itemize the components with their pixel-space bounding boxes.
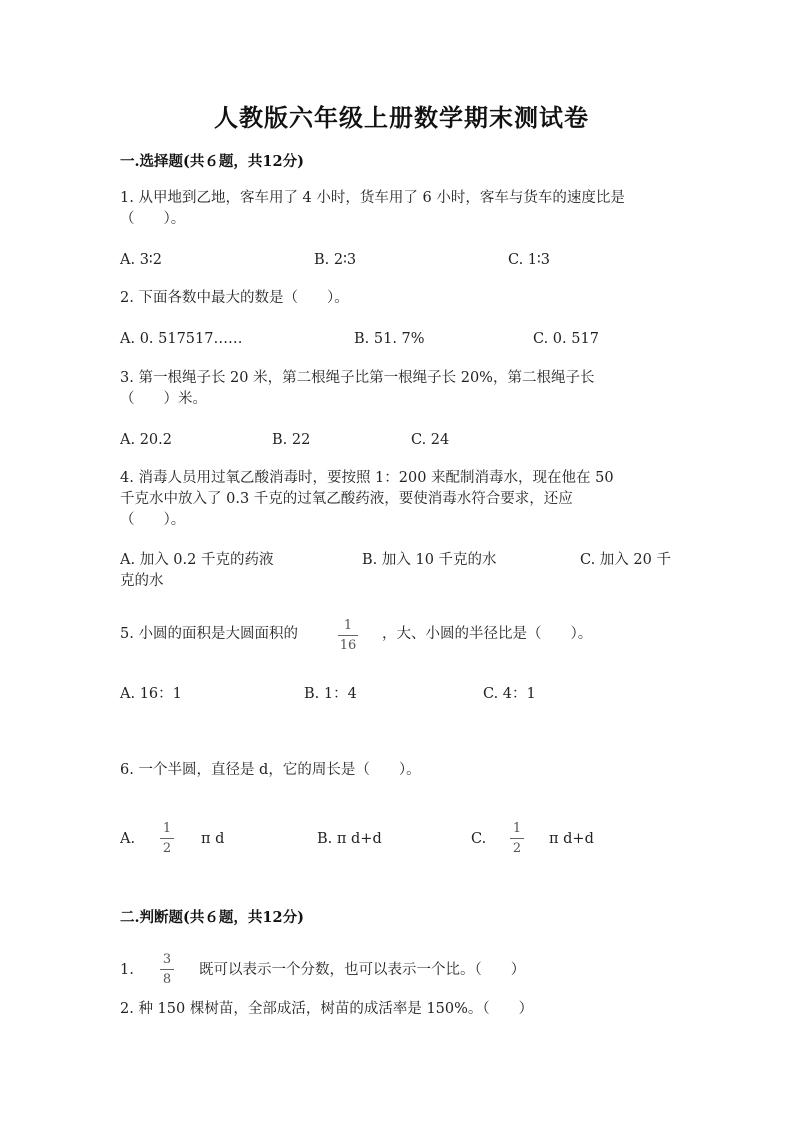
question-2-option-a: A. 0. 517517…… xyxy=(120,331,243,347)
question-6-option-c-label: C. xyxy=(471,831,487,847)
judgment-1-label: 1. xyxy=(120,962,134,978)
fraction-denominator: 16 xyxy=(339,638,357,653)
page-title: 人教版六年级上册数学期末测试卷 xyxy=(214,103,589,132)
question-5-option-b: B. 1：4 xyxy=(304,686,357,702)
question-3-option-c: C. 24 xyxy=(411,432,450,448)
fraction-numerator: 3 xyxy=(162,952,172,967)
question-6-text: 6. 一个半圆，直径是 d，它的周长是（ ）。 xyxy=(120,762,421,778)
fraction-bar xyxy=(338,635,358,636)
fraction-bar xyxy=(510,838,524,839)
question-3-option-a: A. 20.2 xyxy=(120,432,172,448)
question-4-text-cont: 千克水中放入了 0.3 千克的过氧乙酸药液，要使消毒水符合要求，还应 xyxy=(120,491,573,507)
question-1-option-a: A. 3∶2 xyxy=(120,252,162,268)
fraction-denominator: 8 xyxy=(162,972,172,987)
fraction-denominator: 2 xyxy=(162,841,172,856)
question-4-option-c-cont: 克的水 xyxy=(120,573,164,589)
question-4-text: 4. 消毒人员用过氧乙酸消毒时，要按照 1：200 来配制消毒水，现在他在 50 xyxy=(120,470,614,486)
question-1-text-cont: （ ）。 xyxy=(120,211,186,227)
question-2-option-c: C. 0. 517 xyxy=(533,331,599,347)
judgment-2-text: 2. 种 150 棵树苗，全部成活，树苗的成活率是 150%。（ ） xyxy=(120,1001,534,1017)
question-6-option-a-fraction xyxy=(160,821,174,856)
question-4-option-c: C. 加入 20 千 xyxy=(580,552,671,568)
question-5-text-pre: 5. 小圆的面积是大圆面积的 xyxy=(120,626,298,642)
question-6-option-a-tail: π d xyxy=(201,831,225,847)
fraction-numerator: 1 xyxy=(512,821,522,836)
question-6-option-a-label: A. xyxy=(120,831,136,847)
question-6-option-b: B. π d+d xyxy=(317,831,382,847)
fraction-bar xyxy=(160,838,174,839)
question-5-option-c: C. 4：1 xyxy=(483,686,536,702)
question-4-option-a: A. 加入 0.2 千克的药液 xyxy=(120,552,274,568)
question-5-text-post: ，大、小圆的半径比是（ ）。 xyxy=(382,626,593,642)
question-6-option-c-tail: π d+d xyxy=(549,831,594,847)
question-4-option-b: B. 加入 10 千克的水 xyxy=(362,552,497,568)
fraction-numerator: 1 xyxy=(343,618,353,633)
question-3-text-cont: （ ）米。 xyxy=(120,391,207,407)
fraction-numerator: 1 xyxy=(162,821,172,836)
question-5-fraction xyxy=(338,618,358,653)
question-3-text: 3. 第一根绳子长 20 米，第二根绳子比第一根绳子长 20%，第二根绳子长 xyxy=(120,370,595,386)
judgment-1-text: 既可以表示一个分数，也可以表示一个比。（ ） xyxy=(199,962,526,978)
section-heading-choice: 一.选择题(共６题，共12分) xyxy=(120,153,304,170)
question-3-option-b: B. 22 xyxy=(272,432,311,448)
question-1-option-b: B. 2∶3 xyxy=(314,252,357,268)
question-4-text-cont2: （ ）。 xyxy=(120,512,186,528)
judgment-1-fraction xyxy=(160,952,174,987)
question-1-option-c: C. 1∶3 xyxy=(508,252,551,268)
question-2-option-b: B. 51. 7% xyxy=(354,331,425,347)
fraction-bar xyxy=(160,969,174,970)
section-heading-judgment: 二.判断题(共６题，共12分) xyxy=(120,909,304,926)
question-5-option-a: A. 16：1 xyxy=(120,686,182,702)
question-1-text: 1. 从甲地到乙地，客车用了 4 小时，货车用了 6 小时，客车与货车的速度比是 xyxy=(120,190,625,206)
question-2-text: 2. 下面各数中最大的数是（ ）。 xyxy=(120,290,349,306)
fraction-denominator: 2 xyxy=(512,841,522,856)
question-6-option-c-fraction xyxy=(510,821,524,856)
